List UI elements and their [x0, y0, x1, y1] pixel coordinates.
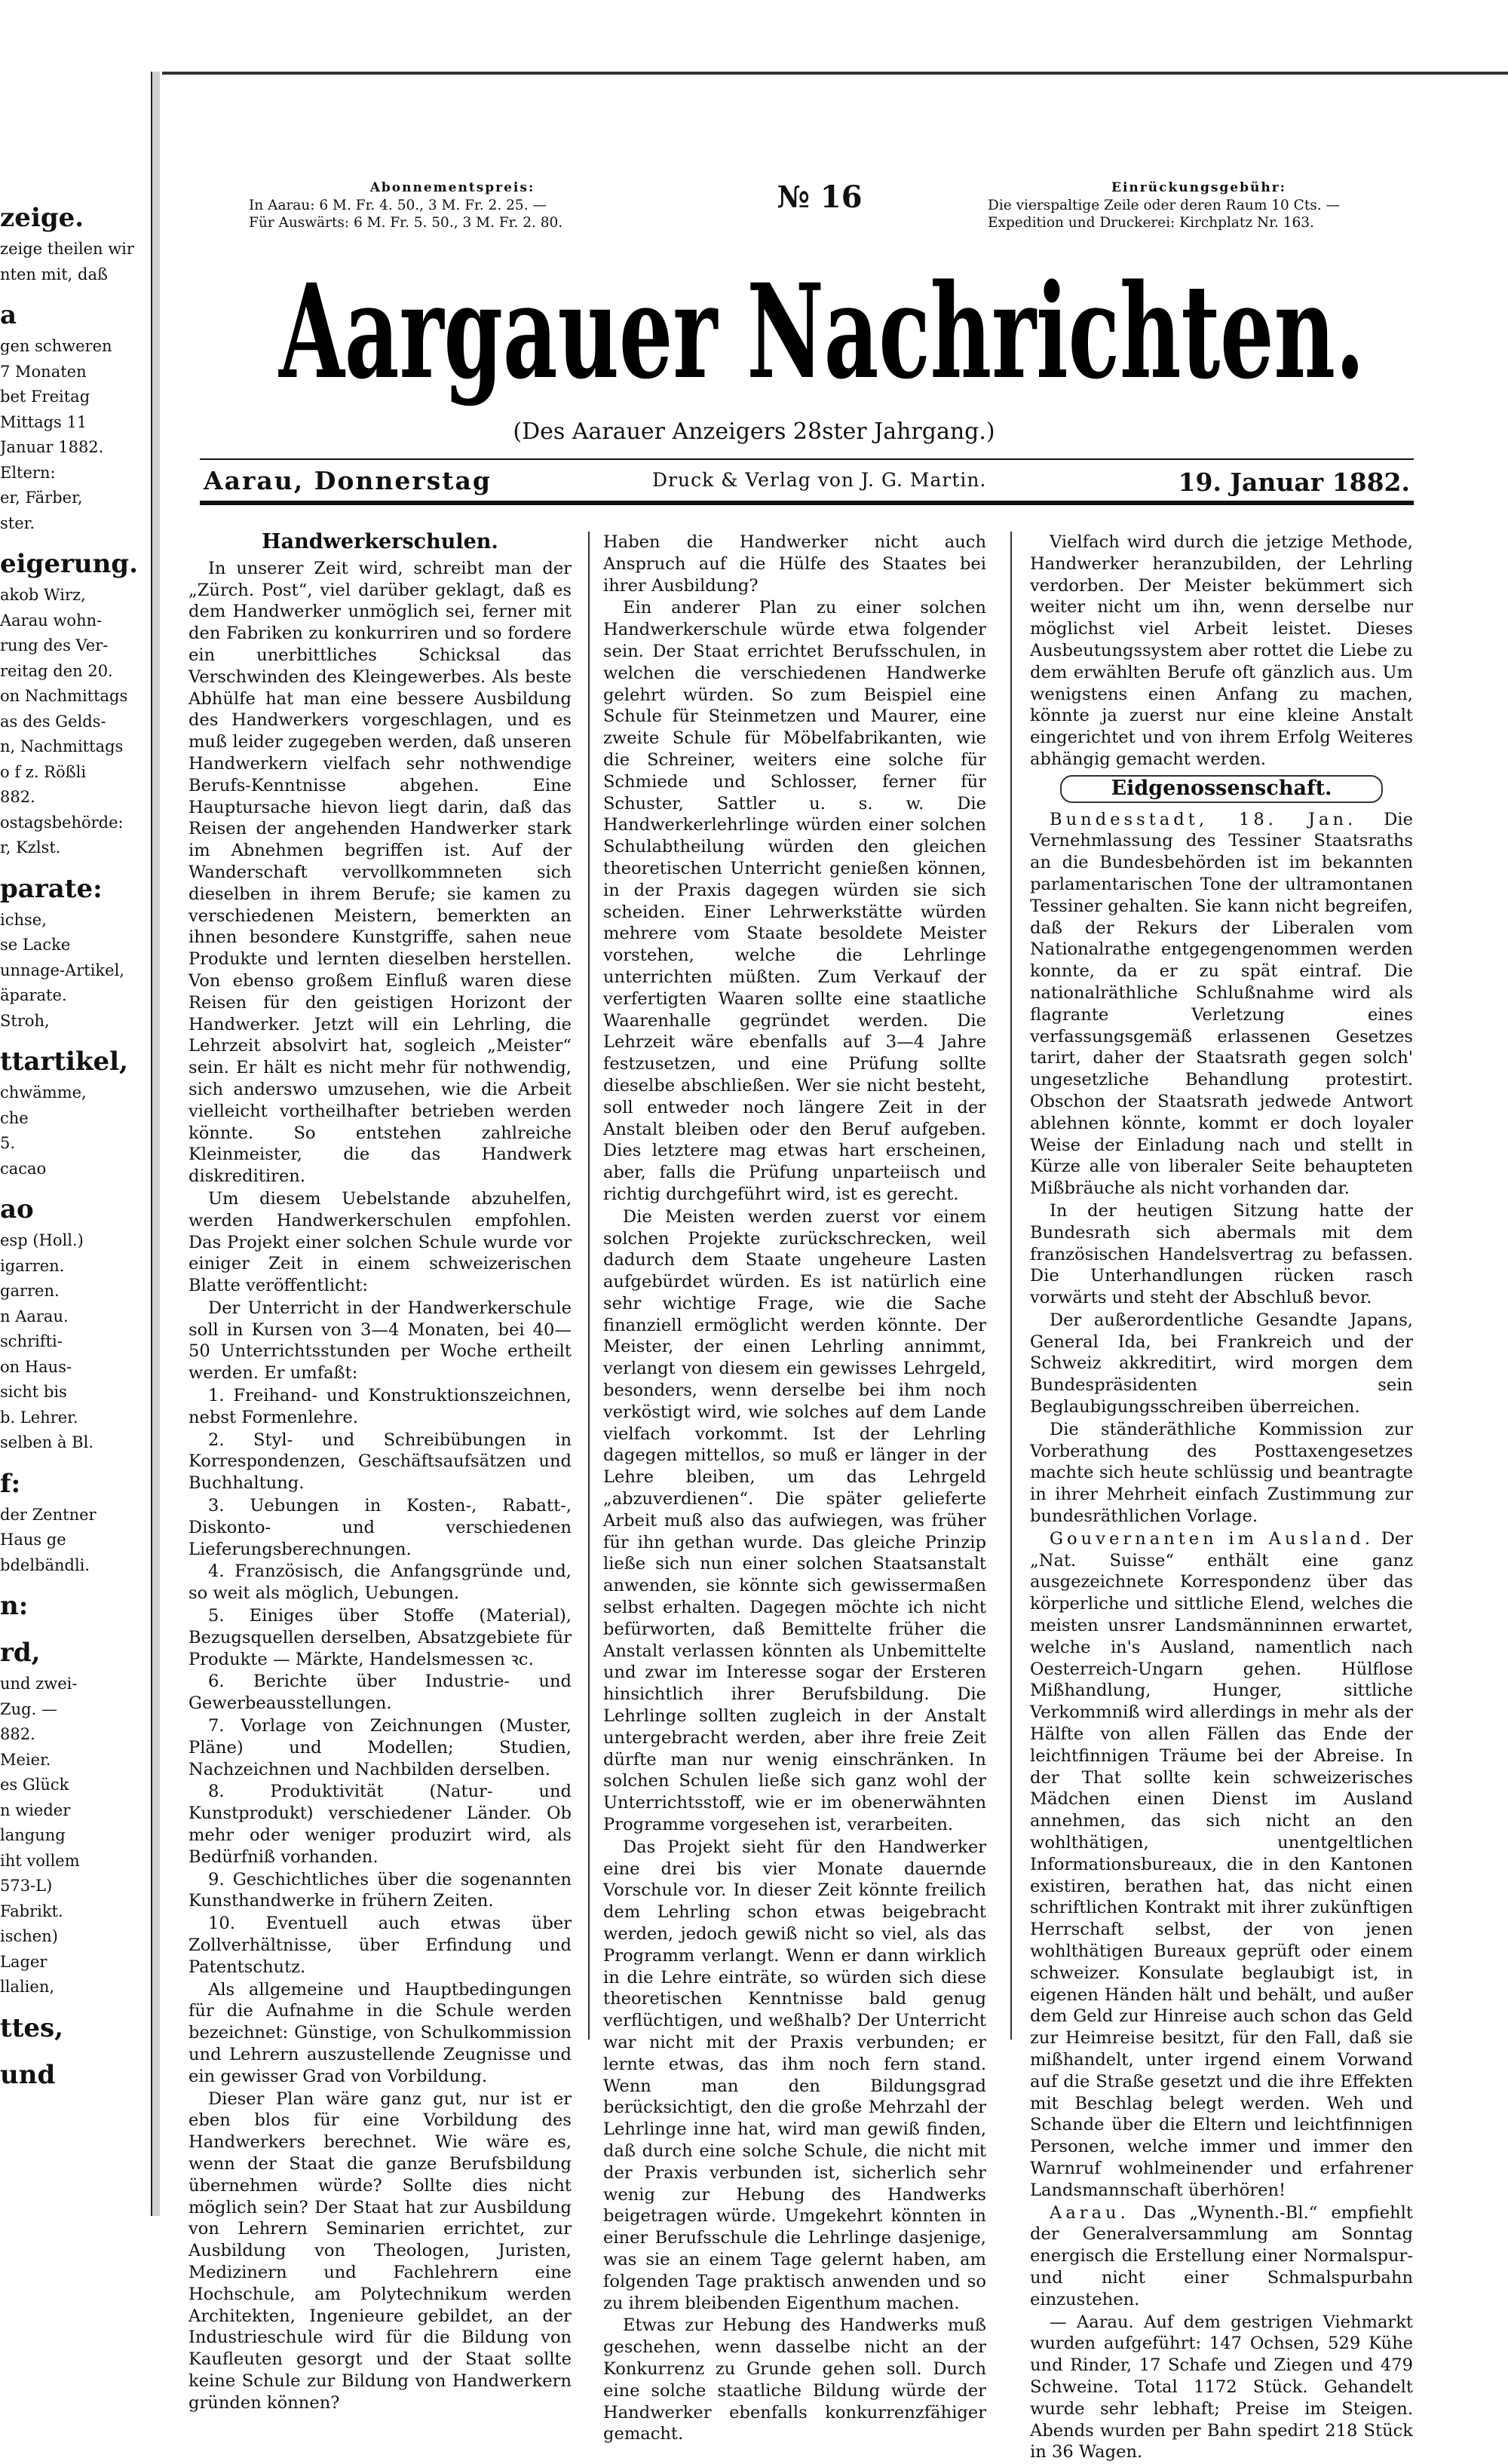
- previous-page-text: llalien,: [0, 1978, 55, 1996]
- previous-page-text: Fabrikt.: [0, 1902, 63, 1920]
- previous-page-text: 5.: [0, 1134, 16, 1152]
- list-item: 8. Produktivität (Natur- und Kunstprodukt) verschiedener Länder. Ob mehr oder weniger produzirt wird, als Bedürfniß vorhanden.: [188, 1782, 572, 1867]
- news-item-viehmarkt: — Aarau. Auf dem gestrigen Viehmarkt wurden aufgeführt: 147 Ochsen, 529 Kühe und Rinder, 17 Schafe und Ziegen und 479 Schweine. Total 1172 Stück. Gehandelt wurde sehr lebhaft; Preise im Steigen. Abends wurden per Bahn spedirt 218 Stück in 36 Wagen.: [1030, 2312, 1413, 2462]
- previous-page-text: 882.: [0, 788, 35, 806]
- previous-page-text: cacao: [0, 1159, 47, 1178]
- subscription-price-abroad: Für Auswärts: 6 M. Fr. 5. 50., 3 M. Fr. 2. 80.: [249, 215, 563, 231]
- previous-page-text: ttes,: [0, 2012, 64, 2043]
- news-item: In der heutigen Sitzung hatte der Bundesrath sich abermals mit dem französischen Handelsvertrag zu befassen. Die Unterhandlungen rücken rasch vorwärts und steht der Abschluß bevor.: [1030, 1200, 1413, 1308]
- previous-page-text: iht vollem: [0, 1851, 80, 1870]
- previous-page-fragment: [0, 72, 155, 2216]
- previous-page-text: akob Wirz,: [0, 586, 86, 604]
- news-text: Der „Nat. Suisse“ enthält eine ganz ausgezeichnete Korrespondenz über das körperliche und sittliche Elend, welches die meisten unsrer Landsmänninnen erwartet, welche in's Ausland, namentlich nach Oesterreich-Ungarn gehen. Hülflose Mißhandlung, Hunger, sittliche Verkommniß wird allerdings in mehr als der Hälfte von allen Fällen das Ende der leichtfinnigen Träume bei der Abreise. In der That sollte kein schweizerisches Mädchen einen Dienst im Ausland annehmen, das sich nicht an den wohlthätigen, unentgeltlichen Informationsbureaux, die in den Kantonen existiren, berathen hat, das nicht einen schriftlichen Kontrakt mit ihrer zukünftigen Herrschaft selbst, der von jenen wohlthätigen Bureaux geprüft oder einem schweizer. Konsulate beglaubigt ist, in eigenen Händen hält und behält, und außer dem Geld zur Hinreise auch schon das Geld zur Heimreise besitzt, für den Fall, daß sie mißhandelt, unter irgend einem Vorwand auf die Straße gesetzt und die ihre Effekten mit Beschlag belegt werden. Weh und Schande über die Eltern und leichtfinnigen Personen, welche immer und immer den Warnruf wohlmeinender und erfahrener Landsmannschaft überhören!: [1030, 1528, 1413, 2200]
- previous-page-text: Aarau wohn-: [0, 611, 103, 630]
- article-paragraph: In unserer Zeit wird, schreibt man der „Zürch. Post“, viel darüber geklagt, daß es dem Handwerker unmöglich sei, ferner mit den Fabriken zu konkurriren und so fordere ein unerbittliches Schicksal das Verschwinden des Kleingewerbes. Als beste Abhülfe hat man eine bessere Ausbildung des Handwerkers vorgeschlagen, und es muß leider zugegeben werden, daß unseren Handwerkern vielfach sehr nothwendige Berufs-Kenntnisse abgehen. Eine Hauptursache hievon liegt darin, daß das Reisen der angehenden Handwerker stark im Abnehmen begriffen ist. Auf der Wanderschaft vervollkommneten sich dieselben in ihrem Berufe; sie kamen zu verschiedenen Meistern, bemerkten an ihnen besondere Kunstgriffe, sahen neue Produkte und lernten dieselben herstellen. Von ebenso großem Einfluß waren diese Reisen für den geistigen Horizont der Handwerker. Jetzt will ein Lehrling, die Lehrzeit absolvirt hat, sogleich „Meister“ sein. Er hält es nicht mehr für nothwendig, sich anderswo umzusehen, wie die Arbeit vielleicht vortheilhafter betrieben werden könnte. So entstehen zahlreiche Kleinmeister, die das Handwerk diskreditiren.: [188, 558, 572, 1187]
- previous-page-text: langung: [0, 1826, 66, 1844]
- subscription-price-title: Abonnementspreis:: [369, 180, 535, 195]
- previous-page-text: bet Freitag: [0, 388, 90, 406]
- column-3: [1030, 532, 1413, 2464]
- list-item: 10. Eventuell auch etwas über Zollverhältnisse, über Erfindung und Patentschutz.: [188, 1914, 572, 1977]
- previous-page-text: esp (Holl.): [0, 1231, 84, 1249]
- previous-page-text: zeige.: [0, 203, 84, 233]
- previous-page-text: ster.: [0, 513, 35, 532]
- previous-page-text: chwämme,: [0, 1083, 87, 1102]
- previous-page-text: n:: [0, 1591, 29, 1621]
- list-item: 5. Einiges über Stoffe (Material), Bezugsquellen derselben, Absatzgebiete für Produkte — Märkte, Handelsmessen ꝛc.: [188, 1606, 572, 1669]
- previous-page-text: Eltern:: [0, 463, 56, 482]
- previous-page-text: rd,: [0, 1638, 41, 1668]
- previous-page-text: äparate.: [0, 986, 67, 1004]
- previous-page-text: Zug. —: [0, 1699, 57, 1718]
- page-gutter: [152, 72, 160, 2216]
- previous-page-text: r, Kzlst.: [0, 838, 61, 857]
- previous-page-text: bdelbändli.: [0, 1555, 90, 1574]
- article-paragraph: Das Projekt sieht für den Handwerker eine drei bis vier Monate dauernde Vorschule vor. In dieser Zeit könnte freilich dem Lehrling schon etwas beigebracht werden, jedoch gewiß nicht so viel, als das Programm verlangt. Wenn er dann wirklich in die Lehre einträte, so würden sich diese theoretischen Kenntnisse bald genug verflüchtigen, und weßhalb? Der Unterricht war nicht mit der Praxis verbunden; er lernte etwas, das ihm noch fern stand. Wenn man den Bildungsgrad berücksichtigt, den die große Mehrzahl der Lehrlinge inne hat, wird man gewiß finden, daß durch eine solche Schule, die nicht mit der Praxis verbunden ist, sicherlich sehr wenig zur Hebung des Handwerks beigetragen würde. Umgekehrt könnten in einer Berufsschule die Lehrlinge dasjenige, was sie an einem Tage gelernt haben, am folgenden Tage praktisch anwenden und so zu ihrem bleibenden Eigenthum machen.: [603, 1837, 986, 2313]
- article-paragraph: Um diesem Uebelstande abzuhelfen, werden Handwerkerschulen empfohlen. Das Projekt einer solchen Schule wurde vor einiger Zeit in einem schweizerischen Blatte veröffentlicht:: [188, 1188, 572, 1296]
- masthead: [271, 226, 1372, 415]
- previous-page-text: der Zentner: [0, 1505, 97, 1524]
- subscription-price-box: [249, 179, 656, 231]
- previous-page-text: 573-L): [0, 1877, 53, 1895]
- previous-page-text: gen schweren: [0, 337, 112, 355]
- previous-page-text: schrifti-: [0, 1332, 63, 1350]
- previous-page-text: as des Gelds-: [0, 712, 106, 731]
- list-item: 6. Berichte über Industrie- und Gewerbeausstellungen.: [188, 1672, 572, 1714]
- previous-page-text: se Lacke: [0, 936, 71, 954]
- dateline-lead: Aarau.: [1050, 2202, 1129, 2223]
- previous-page-text: reitag den 20.: [0, 661, 113, 680]
- previous-page-text: b. Lehrer.: [0, 1408, 78, 1427]
- previous-page-text: a: [0, 300, 17, 330]
- dateline-printer: Druck & Verlag von J. G. Martin.: [652, 469, 987, 491]
- previous-page-text: ichse,: [0, 910, 47, 929]
- column-2: [603, 532, 986, 2446]
- column-divider: [588, 532, 590, 2040]
- list-item: 1. Freihand- und Konstruktionszeichnen, nebst Formenlehre.: [188, 1386, 572, 1427]
- publisher-address: Expedition und Druckerei: Kirchplatz Nr. 163.: [988, 215, 1314, 231]
- list-item: 7. Vorlage von Zeichnungen (Muster, Pläne) und Modellen; Studien, Nachzeichnen und Nachbilden derselben.: [188, 1716, 572, 1779]
- dateline: [200, 461, 1414, 499]
- previous-page-text: on Nachmittags: [0, 687, 128, 705]
- news-item-aarau: [1030, 2202, 1413, 2311]
- dateline-lead: Gouvernanten im Ausland.: [1050, 1528, 1375, 1549]
- previous-page-text: che: [0, 1108, 29, 1127]
- list-item: 3. Uebungen in Kosten-, Rabatt-, Diskonto- und verschiedenen Lieferungsberechnungen.: [188, 1496, 572, 1559]
- previous-page-text: f:: [0, 1468, 21, 1499]
- masthead-title: Aargauer Nachrichten.: [277, 255, 1365, 408]
- news-text: Das „Wynenth.-Bl.“ empfiehlt der Generalversammlung am Sonntag energisch die Erstellung einer Normalspur- und nicht einer Schmalspurbahn einzustehen.: [1030, 2202, 1413, 2309]
- news-item-gouvernanten: [1030, 1528, 1413, 2202]
- dateline-lead: Bundesstadt, 18. Jan.: [1050, 809, 1357, 829]
- previous-page-text: Januar 1882.: [0, 438, 104, 456]
- column-1: [188, 532, 572, 2415]
- dateline-place-day: Aarau, Donnerstag: [204, 466, 492, 495]
- previous-page-text: rung des Ver-: [0, 636, 109, 654]
- previous-page-text: Mittags 11: [0, 412, 87, 431]
- article-paragraph: Haben die Handwerker nicht auch Anspruch auf die Hülfe des Staates bei ihrer Ausbildung?: [603, 532, 986, 596]
- previous-page-text: Stroh,: [0, 1011, 50, 1030]
- previous-page-text: igarren.: [0, 1256, 65, 1275]
- article-paragraph: Etwas zur Hebung des Handwerks muß geschehen, wenn dasselbe nicht an der Konkurrenz zu Grunde gehen soll. Durch eine solche staatliche Bildung würde der Handwerker ebenfalls konkurrenzfähiger gemacht.: [603, 2315, 986, 2444]
- list-item: 4. Französisch, die Anfangsgründe und, so weit als möglich, Uebungen.: [188, 1561, 572, 1604]
- article-paragraph: Der Unterricht in der Handwerkerschule soll in Kursen von 3—4 Monaten, bei 40—50 Unterrichtsstunden per Woche ertheilt werden. Er umfaßt:: [188, 1298, 572, 1384]
- section-heading-eidgenossenschaft: Eidgenossenschaft.: [1060, 775, 1383, 803]
- dateline-date: 19. Januar 1882.: [1178, 467, 1410, 497]
- previous-page-text: Lager: [0, 1952, 48, 1971]
- previous-page-text: n, Nachmittags: [0, 737, 124, 755]
- article-paragraph: Vielfach wird durch die jetzige Methode, Handwerker heranzubilden, der Lehrling verdorben. Der Meister bekümmert sich weiter nicht um ihn, wenn derselbe nur möglichst viel Arbeit leistet. Dieses Ausbeutungssystem aber rottet die Liebe zu dem erwählten Berufe oft gänzlich aus. Um wenigstens einen Anfang zu machen, könnte ja zuerst nur eine kleine Anstalt eingerichtet und von ihrem Erfolg Weiteres abhängig gemacht werden.: [1030, 532, 1413, 769]
- news-text: Die Vernehmlassung des Tessiner Staatsraths an die Bundesbehörden ist im bekannten parlamentarischen Tone der ultramontanen Tessiner gehalten. Sie kann nicht begreifen, daß der Rekurs der Liberalen vom Nationalrathe entgegengenommen werden konnte, da er zu spät eintraf. Die nationalräthliche Schlußnahme wird als flagrante Verletzung eines verfassungsgemäß erlassenen Gesetzes tarirt, daher der Staatsrath gegen solch' ungesetzliche Behandlung protestirt. Obschon der Staatsrath jedwede Antwort ablehnen könnte, kommt er doch loyaler Weise der Einladung nach und stellt in Kürze alle von liberaler Seite behaupteten Mißbräuche als nicht vorhanden dar.: [1030, 809, 1413, 1199]
- previous-page-text: garren.: [0, 1282, 60, 1300]
- advertising-fee-title: Einrückungsgebühr:: [1111, 180, 1286, 195]
- article-paragraph: Die Meisten werden zuerst vor einem solchen Projekte zurückschrecken, weil dadurch dem Staate ungeheure Lasten aufgebürdet würden. Es ist natürlich eine sehr wichtige Frage, wie die Sache finanziell ermöglicht werden könnte. Der Meister, der einen Lehrling annimmt, verlangt von diesem ein gewisses Lehrgeld, besonders, wenn derselbe bei ihm noch verköstigt wird, wie solches auf dem Lande vielfach vorkommt. Ist der Lehrling dagegen mittellos, so muß er länger in der Lehre bleiben, um das Lehrgeld „abzuverdienen“. Die später gelieferte Arbeit muß also das aufwiegen, was früher für ihn gethan wurde. Das gleiche Prinzip ließe sich nun einer solchen Staatsanstalt anwenden, sie könnte sich gewissermaßen selbst erhalten. Dagegen möchte ich nicht befürworten, daß Bemittelte früher die Anstalt verlassen könnten als Unbemittelte und zwar im Interesse sogar der Ersteren hinsichtlich ihrer Berufsbildung. Die Lehrlinge sollten zugleich in der Anstalt untergebracht werden, aber ihre freie Zeit dürfte man nur wenig einschränken. In solchen Schulen ließe sich ganz wohl der Unterrichtsstoff, wie er im obenerwähnten Programme vorgesehen ist, verarbeiten.: [603, 1206, 986, 1835]
- previous-page-text: er, Färber,: [0, 489, 83, 507]
- advertising-fee-box: [988, 179, 1410, 231]
- subscription-price-local: In Aarau: 6 M. Fr. 4. 50., 3 M. Fr. 2. 25. —: [249, 198, 547, 213]
- previous-page-text: eigerung.: [0, 549, 138, 579]
- previous-page-text: selben à Bl.: [0, 1433, 94, 1451]
- column-divider: [1010, 532, 1012, 2040]
- article-paragraph: Dieser Plan wäre ganz gut, nur ist er eben blos für eine Vorbildung des Handwerkers berechnet. Wie wäre es, wenn der Staat die ganze Berufsbildung übernehmen würde? Sollte dies nicht möglich sein? Der Staat hat zur Ausbildung von Lehrern Seminarien errichtet, zur Ausbildung von Theologen, Juristen, Medizinern und Fachlehrern eine Hochschule, am Polytechnikum werden Architekten, Ingenieure gebildet, an der Industrieschule wird für die Bildung von Kaufleuten gesorgt und der Staat sollte keine Schule zur Bildung von Handwerkern gründen können?: [188, 2089, 572, 2413]
- previous-page-text: unnage-Artikel,: [0, 961, 124, 979]
- previous-page-text: n wieder: [0, 1800, 71, 1819]
- previous-page-text: nten mit, daß: [0, 265, 109, 283]
- previous-page-text: ischen): [0, 1927, 58, 1945]
- news-item-bern: [1030, 809, 1413, 1200]
- previous-page-text: 7 Monaten: [0, 362, 87, 381]
- list-item: 9. Geschichtliches über die sogenannten Kunsthandwerke in frühern Zeiten.: [188, 1869, 572, 1911]
- previous-page-text: sicht bis: [0, 1383, 67, 1401]
- previous-page-text: 882.: [0, 1725, 35, 1743]
- issue-number: № 16: [777, 179, 863, 215]
- previous-page-text: ttartikel,: [0, 1047, 128, 1077]
- previous-page-text: on Haus-: [0, 1357, 72, 1376]
- article-heading-handwerkerschulen: Handwerkerschulen.: [262, 530, 498, 553]
- previous-page-text: n Aarau.: [0, 1307, 69, 1325]
- previous-page-text: es Glück: [0, 1776, 69, 1794]
- previous-page-text: parate:: [0, 873, 103, 904]
- dateline-rule-top: [200, 458, 1414, 460]
- previous-page-text: und: [0, 2059, 56, 2090]
- previous-page-text: o f z. Rößli: [0, 762, 87, 781]
- previous-page-text: Meier.: [0, 1750, 51, 1769]
- previous-page-text: und zwei-: [0, 1675, 78, 1693]
- list-item: 2. Styl- und Schreibübungen in Korrespondenzen, Geschäftsaufsätzen und Buchhaltung.: [188, 1430, 572, 1494]
- previous-page-text: Haus ge: [0, 1531, 66, 1549]
- article-paragraph: Als allgemeine und Hauptbedingungen für die Aufnahme in die Schule werden bezeichnet: Günstige, von Schulkommission und Lehrern auszustellende Zeugnisse und ein gewisser Grad von Vorbildung.: [188, 1979, 572, 2086]
- previous-page-text: zeige theilen wir: [0, 240, 134, 258]
- news-item: Der außerordentliche Gesandte Japans, General Ida, bei Frankreich und der Schweiz akkreditirt, wird morgen dem Bundespräsidenten sein Beglaubigungsschreiben überreichen.: [1030, 1310, 1413, 1417]
- dateline-rule-bottom: [200, 501, 1414, 505]
- subtitle: (Des Aarauer Anzeigers 28ster Jahrgang.): [513, 418, 995, 445]
- previous-page-text: ostagsbehörde:: [0, 813, 124, 832]
- article-paragraph: Ein anderer Plan zu einer solchen Handwerkerschule würde etwa folgender sein. Der Staat errichtet Berufsschulen, in welchen die verschiedenen Handwerke gelehrt würden. So zum Beispiel eine Schule für Steinmetzen und Maurer, eine zweite Schule für Möbelfabrikanten, wie die Schreiner, weiters eine solche für Schmiede und Schlosser, ferner für Schuster, Sattler u. s. w. Die Handwerkerlehrlinge würden einer solchen Schulabtheilung würden den gleichen theoretischen Unterricht genießen können, in der Praxis dagegen würden sie sich scheiden. Einer Lehrwerkstätte würden mehrere vom Staate besoldete Meister vorstehen, welche die Lehrlinge unterrichten müßten. Zum Verkauf der verfertigten Waaren sollte eine staatliche Waarenhalle gegründet werden. Die Lehrzeit wäre ebenfalls auf 3—4 Jahre festzusetzen, und eine Prüfung sollte dieselbe abschließen. Wer sie nicht besteht, soll entweder noch längere Zeit in der Anstalt bleiben oder den Beruf aufgeben. Dies letztere mag etwas hart erscheinen, aber, falls die Prüfung unparteiisch und richtig durchgeführt wird, ist es gerecht.: [603, 598, 986, 1204]
- news-item: Die ständeräthliche Kommission zur Vorberathung des Posttaxengesetzes machte sich heute schlüssig und beantragte in ihrer Mehrheit einfach Zustimmung zur bundesräthlichen Vorlage.: [1030, 1419, 1413, 1527]
- advertising-fee-rate: Die vierspaltige Zeile oder deren Raum 10 Cts. —: [988, 198, 1341, 213]
- previous-page-text: ao: [0, 1194, 34, 1224]
